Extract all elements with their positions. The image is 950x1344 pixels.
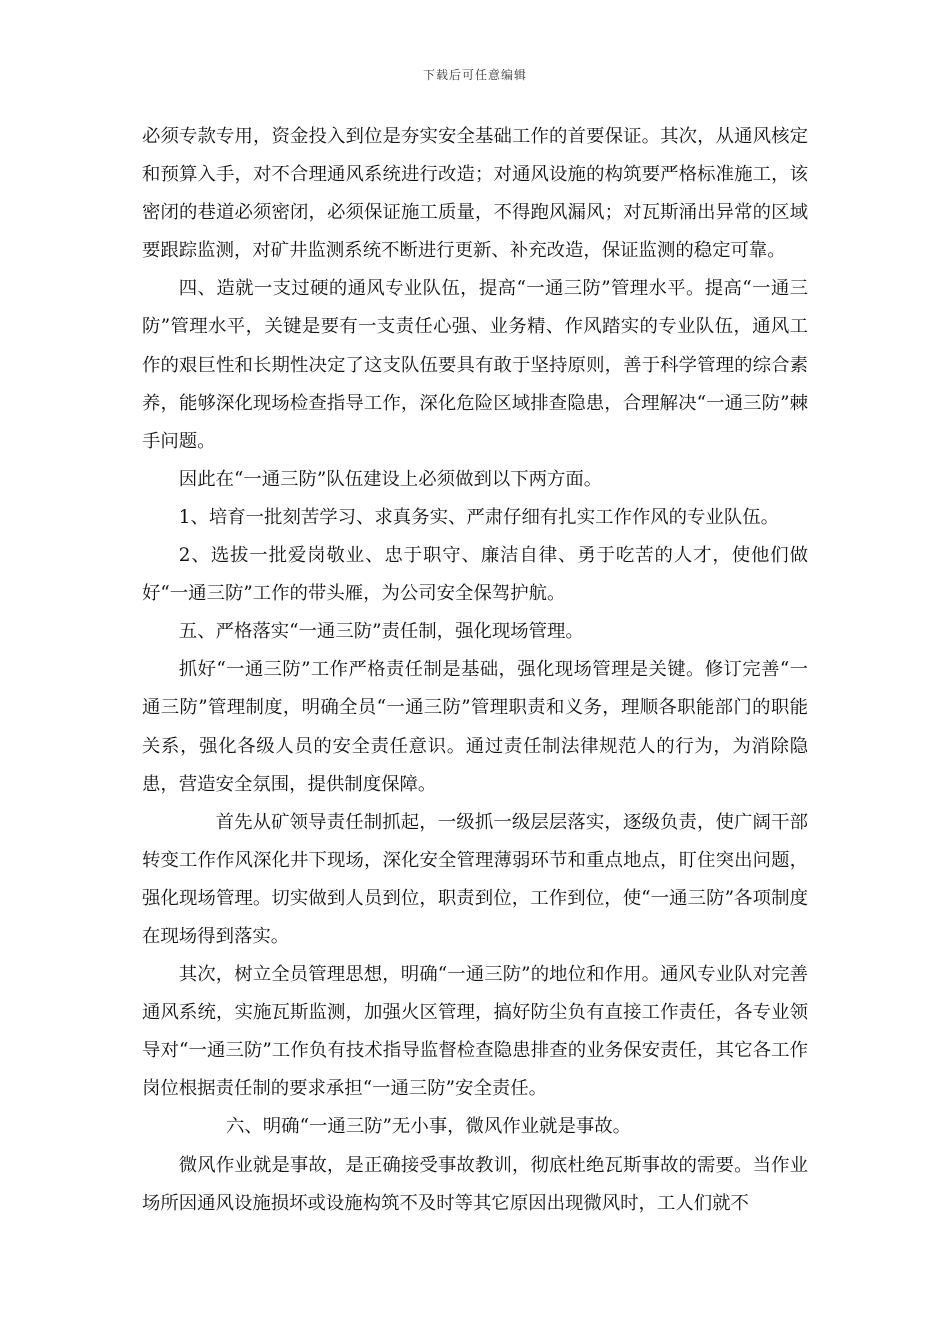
paragraph-funding-continuation: 必须专款专用，资金投入到位是夯实安全基础工作的首要保证。其次，从通风核定和预算入手，对不合理通风系统进行改造；对通风设施的构筑要严格标准施工，该密闭的巷道必须密闭，必须保证施工质量，不得跑风漏风；对瓦斯涌出异常的区域要跟踪监测，对矿井监测系统不断进行更新、补充改造，保证监测的稳定可靠。 xyxy=(142,126,808,262)
paragraph-team-building-intro: 因此在“一通三防”队伍建设上必须做到以下两方面。 xyxy=(178,468,603,490)
list-item-2: 2、选拔一批爱岗敬业、忠于职守、廉洁自律、勇于吃苦的人才，使他们做好“一通三防”工作的带头雁，为公司安全保驾护航。 xyxy=(142,545,808,605)
page-header-note: 下载后可任意编辑 xyxy=(422,68,527,82)
paragraph-breeze-operation: 微风作业就是事故，是正确接受事故教训，彻底杜绝瓦斯事故的需要。当作业场所因通风设施损坏或设施构筑不及时等其它原因出现微风时，工人们就不 xyxy=(142,1154,808,1214)
section-heading-five: 五、严格落实“一通三防”责任制，强化现场管理。 xyxy=(178,621,584,643)
list-item-1: 1、培育一批刻苦学习、求真务实、严肃仔细有扎实工作作风的专业队伍。 xyxy=(178,506,779,528)
document-body xyxy=(142,118,808,1223)
paragraph-responsibility-system: 抓好“一通三防”工作严格责任制是基础，强化现场管理是关键。修订完善“一通三防”管理制度，明确全员“一通三防”管理职责和义务，理顺各职能部门的职能关系，强化各级人员的安全责任意识。通过责任制法律规范人的行为，为消除隐患，营造安全氛围，提供制度保障。 xyxy=(142,659,808,795)
paragraph-leadership-responsibility: 首先从矿领导责任制抓起，一级抓一级层层落实，逐级负责，使广阔干部转变工作作风深化井下现场，深化安全管理薄弱环节和重点地点，盯住突出问题，强化现场管理。切实做到人员到位，职责到位，工作到位，使“一通三防”各项制度在现场得到落实。 xyxy=(142,811,808,947)
paragraph-section-four: 四、造就一支过硬的通风专业队伍，提高“一通三防”管理水平。提高“一通三防”管理水平，关键是要有一支责任心强、业务精、作风踏实的专业队伍，通风工作的艰巨性和长期性决定了这支队伍要具有敢于坚持原则，善于科学管理的综合素养，能够深化现场检查指导工作，深化危险区域排查隐患，合理解决“一通三防”棘手问题。 xyxy=(142,278,808,452)
section-heading-six: 六、明确“一通三防”无小事，微风作业就是事故。 xyxy=(226,1116,632,1138)
paragraph-full-staff-management: 其次，树立全员管理思想，明确“一通三防”的地位和作用。通风专业队对完善通风系统，实施瓦斯监测，加强火区管理，搞好防尘负有直接工作责任，各专业领导对“一通三防”工作负有技术指导监督检查隐患排查的业务保安责任，其它各工作岗位根据责任制的要求承担“一通三防”安全责任。 xyxy=(142,964,808,1100)
